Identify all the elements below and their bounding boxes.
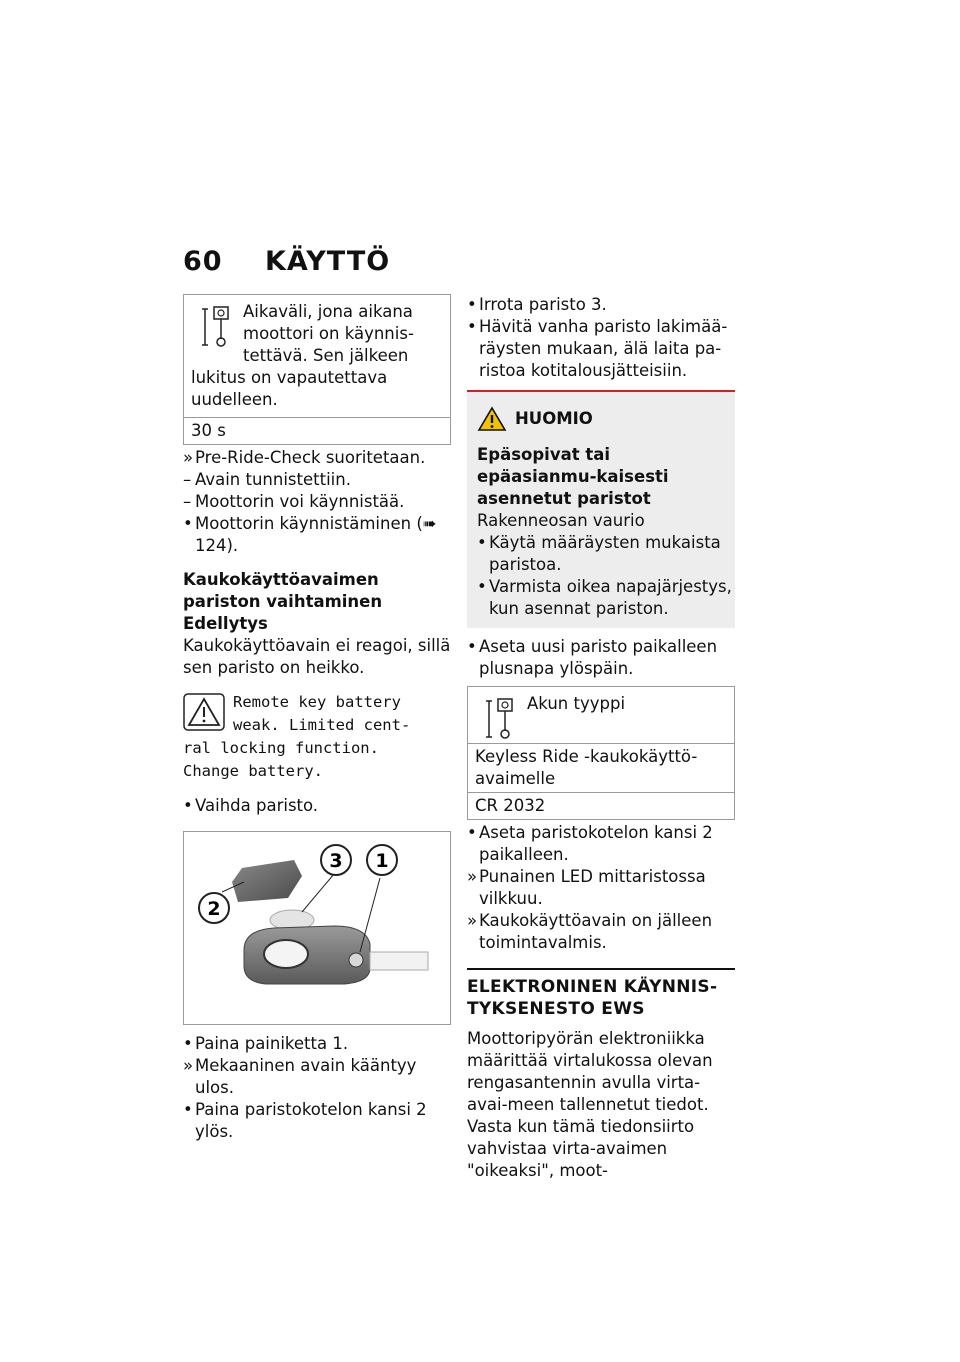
list-item: • Paina painiketta 1. (183, 1034, 349, 1053)
steps-list (467, 636, 735, 680)
wrench-spec-icon (201, 303, 235, 349)
list-item: » Pre-Ride-Check suoritetaan. (183, 448, 426, 467)
steps-list (183, 1033, 451, 1143)
notice-consequence: Rakenneosan vaurio (477, 511, 645, 530)
list-item: • Käytä määräysten mukaista paristoa. (477, 533, 721, 574)
message-line4: Change battery. (183, 762, 323, 780)
chapter-title: KÄYTTÖ (265, 246, 391, 277)
section-title: ELEKTRONINEN KÄYNNIS-TYKSENESTO EWS (467, 977, 718, 1019)
section-divider (467, 968, 735, 970)
interval-table (183, 294, 451, 445)
battery-type-value: CR 2032 (468, 792, 734, 819)
notice-title-text: HUOMIO (515, 409, 593, 428)
interval-line1: Aikaväli, jona aikana (243, 302, 413, 321)
message-line3: ral locking function. (183, 739, 379, 757)
battery-type-table (467, 686, 735, 820)
list-item: • Vaihda paristo. (183, 796, 319, 815)
callout-3 (321, 845, 351, 875)
remote-key-illustration (184, 832, 450, 1024)
message-line1: Remote key battery (233, 693, 401, 711)
list-item: » Mekaaninen avain kääntyy ulos. (183, 1056, 417, 1097)
list-item: • Aseta paristokotelon kansi 2 paikalleen. (467, 823, 713, 864)
list-item: • Paina paristokotelon kansi 2 ylös. (183, 1100, 427, 1141)
list-item: » Punainen LED mittaristossa vilkkuu. (467, 867, 706, 908)
interval-rest: tettävä. Sen jälkeen lukitus on vapautettava uudelleen. (191, 346, 409, 409)
right-column (467, 294, 735, 1182)
list-item: – Moottorin voi käynnistää. (183, 492, 405, 511)
key-battery-figure (183, 831, 451, 1025)
svg-text:2: 2 (207, 898, 221, 920)
callout-2 (199, 893, 229, 923)
notice-hazard: Epäsopivat tai epäasianmu-kaisesti asennetut paristot (477, 445, 669, 508)
warning-triangle-icon (183, 693, 225, 731)
interval-value: 30 s (184, 417, 450, 444)
list-item: • Aseta uusi paristo paikalleen plusnapa ylöspäin. (467, 637, 718, 678)
display-message (183, 691, 451, 783)
body-paragraph: Moottoripyörän elektroniikka määrittää virtalukossa olevan rengasantennin avulla virta-avai-meen tallennetut tiedot. Vasta kun tämä tiedonsiirto vahvistaa virta-avaimen "oikeaksi", moot- (467, 1029, 713, 1180)
wrench-spec-icon (485, 695, 519, 741)
list-item: • Irrota paristo 3. (467, 295, 607, 314)
notice-title (477, 406, 735, 432)
steps-list (467, 822, 735, 954)
battery-type-title: Akun tyyppi (527, 694, 626, 713)
warning-triangle-icon (477, 406, 507, 432)
battery-cover (232, 860, 302, 902)
page-header (183, 246, 390, 277)
svg-text:3: 3 (329, 850, 343, 872)
list-item: » Kaukokäyttöavain on jälleen toimintavalmis. (467, 911, 713, 952)
list-item: • Varmista oikea napajärjestys, kun asennat pariston. (477, 577, 732, 618)
steps-list (467, 294, 735, 382)
left-column (183, 294, 451, 1143)
message-line2: weak. Limited cent- (233, 716, 411, 734)
action-list (183, 795, 451, 817)
prerequisite-title: Edellytys (183, 614, 268, 633)
prerequisite-text: Kaukokäyttöavain ei reagoi, sillä sen paristo on heikko. (183, 636, 451, 677)
list-item: • Hävitä vanha paristo lakimää-räysten mukaan, älä laita pa-ristoa kotitalousjätteisiin. (467, 317, 728, 380)
page-number: 60 (183, 246, 223, 277)
list-item: – Avain tunnistettiin. (183, 470, 351, 489)
svg-text:1: 1 (375, 850, 389, 872)
interval-table-description (184, 295, 450, 417)
battery-type-application: Keyless Ride -kaukokäyttö-avaimelle (468, 743, 734, 792)
release-button (349, 953, 363, 967)
notice-box (467, 390, 735, 628)
list-item: • Moottorin käynnistäminen (➠ 124). (183, 514, 437, 555)
section-title: Kaukokäyttöavaimen pariston vaihtaminen (183, 570, 383, 611)
key-ring-hole (264, 940, 308, 968)
status-list (183, 447, 451, 557)
mechanical-key-blade (370, 952, 428, 970)
interval-line2: moottori on käynnis- (243, 324, 414, 343)
battery-type-header (468, 687, 734, 743)
callout-1 (367, 845, 397, 875)
